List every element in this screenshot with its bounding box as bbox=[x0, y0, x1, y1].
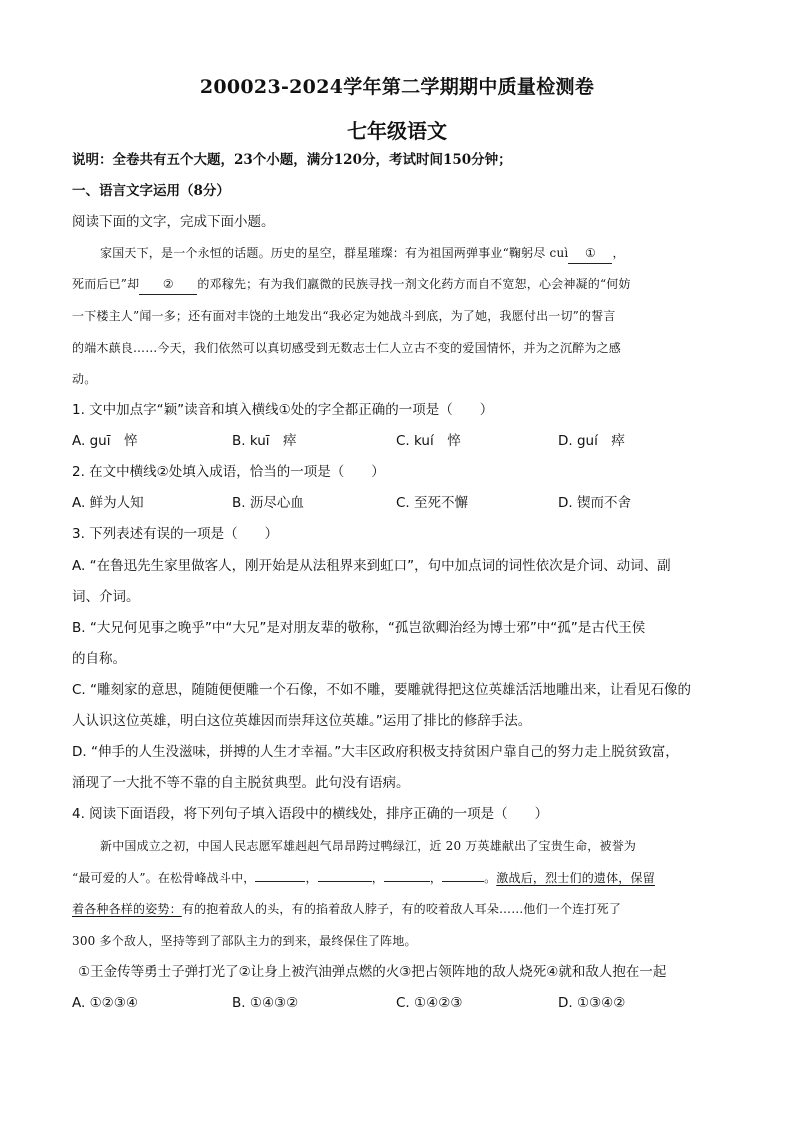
answer-blank-4 bbox=[442, 881, 484, 882]
exam-title: 200023-2024学年第二学期期中质量检测卷 bbox=[199, 76, 595, 98]
passage-line: 的端木蕻良……今天，我们依然可以真切感受到无数志士仁人立古不变的爱国情怀，并为之沉醉为之感 bbox=[72, 341, 622, 355]
passage-text: ， bbox=[612, 246, 625, 260]
separator: ， bbox=[429, 871, 443, 885]
passage-line: 新中国成立之初，中国人民志愿军雄赳赳气昂昂跨过鸭绿江，近 20 万英雄献出了宝贵生命，被誉为 bbox=[100, 839, 637, 853]
underlined-text: 着各种各样的姿势： bbox=[72, 902, 182, 916]
passage-text: 家国天下，是一个永恒的话题。历史的星空，群星璀璨：有为祖国两弹事业“鞠躬尽 cuì bbox=[100, 246, 569, 260]
answer-blank-2 bbox=[318, 881, 372, 882]
q4-option-d: D. ①③④② bbox=[558, 995, 626, 1011]
q1-option-b: B. kuī 瘁 bbox=[232, 433, 297, 449]
q3-option-b-cont: 的自称。 bbox=[72, 651, 126, 667]
q4-sentences: ①王金传等勇士子弹打光了②让身上被汽油弹点燃的火③把占领阵地的敌人烧死④就和敌人抱在一起 bbox=[78, 964, 667, 980]
separator: ， bbox=[371, 871, 384, 885]
section-heading: 一、语言文字运用（8分） bbox=[72, 183, 230, 199]
q2-option-d: D. 锲而不舍 bbox=[558, 495, 631, 511]
q2-option-a: A. 鲜为人知 bbox=[72, 495, 144, 511]
answer-blank-1 bbox=[255, 881, 305, 882]
question-3-stem: 3. 下列表述有误的一项是（ ） bbox=[72, 526, 279, 542]
instructions: 说明：全卷共有五个大题，23个小题，满分120分，考试时间150分钟； bbox=[72, 152, 512, 168]
q2-option-b: B. 沥尽心血 bbox=[232, 495, 304, 511]
q4-option-c: C. ①④②③ bbox=[396, 995, 463, 1011]
separator: 。 bbox=[484, 871, 497, 885]
q3-option-a: A. “在鲁迅先生家里做客人，刚开始是从法租界来到虹口”，句中加点词的词性依次是介词、动词、副 bbox=[72, 558, 671, 574]
q3-option-d: D. “伸手的人生没滋味，拼搏的人生才幸福。”大丰区政府积极支持贫困户靠自己的努力走上脱贫致富， bbox=[72, 744, 679, 760]
passage-text: 的邓稼先；有为我们羸微的民族寻找一剂文化药方而自不宽恕，心会神凝的“何妨 bbox=[197, 277, 631, 291]
exam-subtitle: 七年级语文 bbox=[347, 119, 447, 143]
passage-line bbox=[100, 243, 625, 264]
question-4-stem: 4. 阅读下面语段，将下列句子填入语段中的横线处，排序正确的一项是（ ） bbox=[72, 806, 549, 822]
q3-option-b: B. “大兄何见事之晚乎”中“大兄”是对朋友辈的敬称，“孤岂欲卿治经为博士邪”中“孤”是古代王侯 bbox=[72, 620, 646, 636]
blank-1: ① bbox=[568, 243, 612, 264]
q4-option-b: B. ①④③② bbox=[232, 995, 299, 1011]
passage-line: 动。 bbox=[72, 372, 97, 386]
question-1-stem: 1. 文中加点字“颖”读音和填入横线①处的字全都正确的一项是（ ） bbox=[72, 402, 494, 418]
underlined-text: 激战后，烈士们的遗体，保留 bbox=[496, 871, 655, 885]
separator: ， bbox=[305, 871, 318, 885]
q3-option-c-cont: 人认识这位英雄，明白这位英雄因而崇拜这位英雄。”运用了排比的修辞手法。 bbox=[72, 713, 532, 729]
answer-blank-3 bbox=[384, 881, 430, 882]
q2-option-c: C. 至死不懈 bbox=[396, 495, 469, 511]
passage-line: 300 多个敌人，坚持等到了部队主力的到来，最终保住了阵地。 bbox=[72, 934, 417, 948]
blank-2: ② bbox=[139, 274, 197, 295]
question-2-stem: 2. 在文中横线②处填入成语，恰当的一项是（ ） bbox=[72, 464, 385, 480]
passage-line bbox=[72, 899, 621, 919]
q1-option-c: C. kuí 悴 bbox=[396, 433, 461, 449]
passage-text: 有的抱着敌人的头，有的掐着敌人脖子，有的咬着敌人耳朵……他们一个连打死了 bbox=[181, 902, 622, 916]
passage-line bbox=[72, 274, 631, 295]
passage-line: 一下楼主人”闻一多；还有面对丰饶的土地发出“我必定为她战斗到底，为了她，我愿付出一切”的誓言 bbox=[72, 309, 616, 323]
section-intro: 阅读下面的文字，完成下面小题。 bbox=[72, 214, 275, 230]
passage-text: “最可爱的人”。在松骨峰战斗中， bbox=[72, 871, 256, 885]
passage-text: 死而后已”却 bbox=[72, 277, 140, 291]
q3-option-a-cont: 词、介词。 bbox=[72, 589, 140, 605]
q1-option-a: A. guī 悴 bbox=[72, 433, 138, 449]
q3-option-d-cont: 涌现了一大批不等不靠的自主脱贫典型。此句没有语病。 bbox=[72, 775, 410, 791]
q1-option-d: D. guí 瘁 bbox=[558, 433, 625, 449]
passage-line bbox=[72, 868, 655, 888]
q4-option-a: A. ①②③④ bbox=[72, 995, 138, 1011]
q3-option-c: C. “雕刻家的意思，随随便便雕一个石像，不如不雕，要雕就得把这位英雄活活地雕出来，让看见石像的 bbox=[72, 682, 692, 698]
